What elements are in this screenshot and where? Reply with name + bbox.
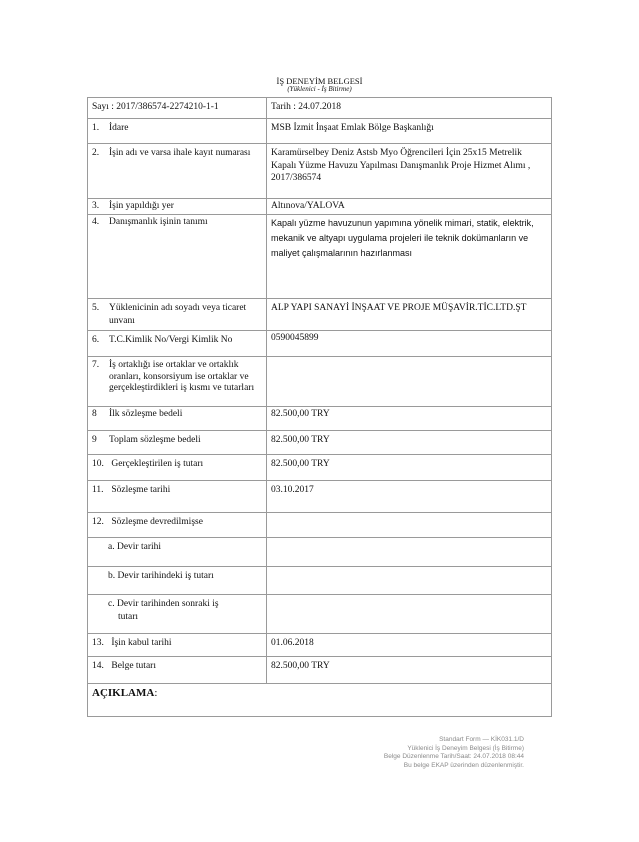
table-row — [88, 538, 552, 567]
row-label: Toplam sözleşme bedeli — [109, 435, 201, 445]
row-number: 8 — [92, 409, 97, 419]
row-value: 82.500,00 TRY — [267, 657, 552, 684]
row-label: İşin yapıldığı yer — [109, 201, 174, 211]
row-label: İş ortaklığı ise ortaklar ve ortaklık oranları, konsorsiyum ise ortaklar ve gerçekleştirdikleri iş kısmı ve tutarları — [109, 360, 255, 393]
row-value: 01.06.2018 — [267, 634, 552, 657]
footer-form-name: Yüklenici İş Deneyim Belgesi (İş Bitirme) — [407, 744, 524, 752]
row-number: 2. — [92, 148, 100, 158]
row-value — [267, 513, 552, 538]
row-value: 82.500,00 TRY — [267, 407, 552, 431]
row-value — [267, 357, 552, 407]
row-label: Belge tutarı — [111, 661, 156, 671]
table-row — [88, 331, 552, 357]
row-label: T.C.Kimlik No/Vergi Kimlik No — [109, 335, 233, 345]
row-number: 9 — [92, 435, 97, 445]
row-value: Kapalı yüzme havuzunun yapımına yönelik mimari, statik, elektrik, mekanik ve altyapı uygulama projeleri ile teknik dokümanların ve maliyet çalışmalarının hazırlanması — [267, 215, 552, 299]
row-number: 4. — [92, 217, 100, 227]
table-row — [88, 455, 552, 481]
table-row — [88, 299, 552, 331]
row-label: Sözleşme tarihi — [111, 485, 171, 495]
row-label: Danışmanlık işinin tanımı — [109, 217, 208, 227]
row-number: 13. — [92, 638, 104, 648]
row-number: 3. — [92, 201, 100, 211]
row-value: 03.10.2017 — [267, 481, 552, 513]
experience-certificate-table — [87, 97, 552, 717]
row-value: MSB İzmit İnşaat Emlak Bölge Başkanlığı — [267, 119, 552, 144]
row-number: 14. — [92, 661, 104, 671]
row-label: Devir tarihi — [116, 542, 162, 552]
table-row — [88, 407, 552, 431]
aciklama-colon: : — [154, 687, 158, 699]
row-label-continued: tutarı — [118, 611, 139, 622]
row-value: 82.500,00 TRY — [267, 431, 552, 455]
table-row — [88, 357, 552, 407]
table-row — [88, 595, 552, 634]
aciklama-label: AÇIKLAMA — [92, 687, 155, 699]
row-label: İlk sözleşme bedeli — [109, 409, 183, 419]
table-row — [88, 567, 552, 595]
document-title: İŞ DENEYİM BELGESİ — [276, 76, 363, 86]
row-label: İdare — [109, 123, 129, 133]
row-number: 7. — [92, 360, 100, 370]
table-row — [88, 119, 552, 144]
row-number: 5. — [92, 303, 100, 313]
form-footer — [384, 736, 524, 770]
row-value: Altınova/YALOVA — [267, 199, 552, 215]
table-row — [88, 431, 552, 455]
row-label: Yüklenicinin adı soyadı veya ticaret unvanı — [109, 303, 247, 326]
row-number: b. — [108, 571, 116, 581]
row-value — [267, 567, 552, 595]
aciklama-row — [88, 684, 552, 717]
sayi-cell: Sayı : 2017/386574-2274210-1-1 — [88, 98, 267, 119]
footer-issue-datetime: Belge Düzenlenme Tarih/Saat: 24.07.2018 08:44 — [383, 753, 524, 761]
table-row — [88, 481, 552, 513]
row-label: Sözleşme devredilmişse — [111, 517, 203, 527]
row-label: İşin kabul tarihi — [111, 638, 172, 648]
row-number: 6. — [92, 335, 100, 345]
row-label: Gerçekleştirilen iş tutarı — [111, 459, 204, 469]
footer-ekap-note: Bu belge EKAP üzerinden düzenlenmiştir. — [403, 761, 524, 769]
row-value: 82.500,00 TRY — [267, 455, 552, 481]
row-number: 10. — [92, 459, 104, 469]
table-row-header — [88, 98, 552, 119]
row-label: Devir tarihinden sonraki iş — [116, 599, 219, 609]
table-row — [88, 215, 552, 299]
document-subtitle: (Yüklenici - İş Bitirme) — [287, 85, 352, 93]
table-row — [88, 513, 552, 538]
row-number: a. — [108, 542, 115, 552]
row-value: Karamürselbey Deniz Astsb Myo Öğrencileri İçin 25x15 Metrelik Kapalı Yüzme Havuzu Yapılması Danışmanlık Proje Hizmet Alımı , 2017/386574 — [267, 144, 552, 199]
row-value: 0590045899 — [267, 331, 552, 357]
row-value — [267, 595, 552, 634]
row-number: c. — [108, 599, 115, 609]
row-label: İşin adı ve varsa ihale kayıt numarası — [109, 148, 251, 158]
row-value — [267, 538, 552, 567]
table-row — [88, 634, 552, 657]
footer-form-code: Standart Form — KİK031.1/D — [439, 736, 524, 743]
table-row — [88, 657, 552, 684]
row-number: 12. — [92, 517, 104, 527]
row-number: 1. — [92, 123, 100, 133]
table-row — [88, 144, 552, 199]
table-row — [88, 199, 552, 215]
tarih-cell: Tarih : 24.07.2018 — [267, 98, 552, 119]
row-number: 11. — [92, 485, 104, 495]
row-value: ALP YAPI SANAYİ İNŞAAT VE PROJE MÜŞAVİR.TİC.LTD.ŞT — [267, 299, 552, 331]
row-label: Devir tarihindeki iş tutarı — [117, 571, 214, 581]
